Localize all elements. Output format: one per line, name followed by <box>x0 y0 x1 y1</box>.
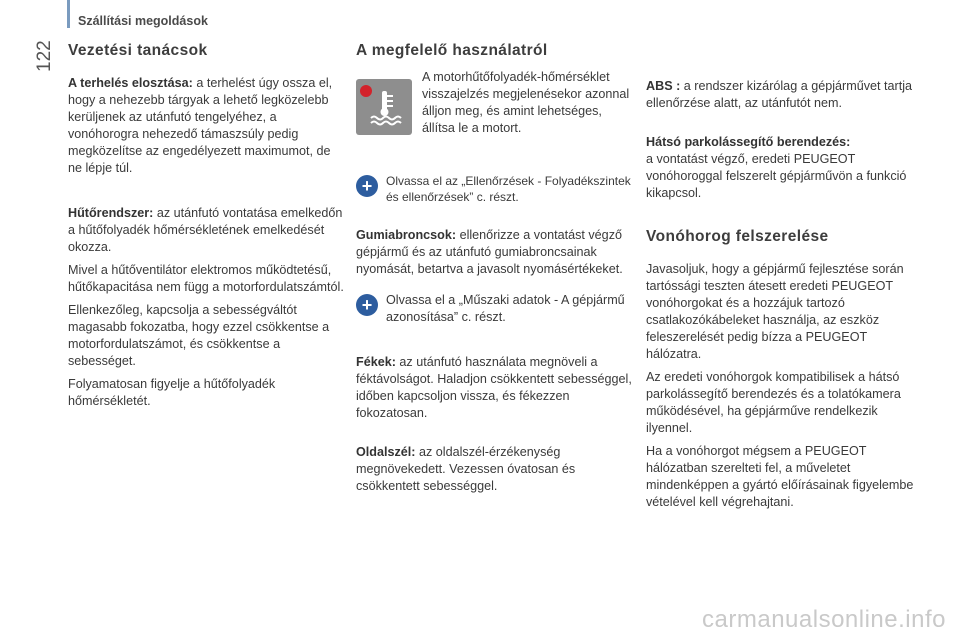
coolant-temperature-icon <box>356 79 412 135</box>
paragraph-towbar-2: Az eredeti vonóhorgok kompatibilisek a hátsó parkolássegítő berendezés és a tolatókamera működésével, ha gépjárműve rendelkezik ilyennel. <box>646 370 901 435</box>
plus-info-icon: + <box>356 294 378 316</box>
info-note-specs: + Olvassa el a „Műszaki adatok - A gépjármű azonosítása” c. részt. <box>356 292 636 326</box>
watermark: carmanualsonline.info <box>702 606 946 633</box>
paragraph-fan: Mivel a hűtőventilátor elektromos működtetésű, hűtőkapacitása nem függ a motorfordulatszámtól. <box>68 263 344 294</box>
paragraph-load-distribution: A terhelés elosztása: a terhelést úgy ossza el, hogy a nehezebb tárgyak a lehető legközelebb kerüljenek az utánfutó tengelyéhez, a vonóhorogra nehezedő támaszsúly pedig megközelítse az engedélyezett maximumot, de ne lépje túl. <box>68 76 333 175</box>
section-title: Szállítási megoldások <box>78 14 208 28</box>
plus-info-icon: + <box>356 175 378 197</box>
paragraph-parking-aid: Hátsó parkolássegítő berendezés: a vontatást végző, eredeti PEUGEOT vonóhoroggal felszerelt gépjárművön a funkció kikapcsol. <box>646 135 907 200</box>
paragraph-monitor: Folyamatosan figyelje a hűtőfolyadék hőmérsékletét. <box>68 377 276 408</box>
paragraph-towbar-3: Ha a vonóhorgot mégsem a PEUGEOT hálózatban szerelteti fel, a műveletet mindenképpen a gyártó előírásainak figyelembe vételével kell végrehajtani. <box>646 444 914 509</box>
heading-driving-tips: Vezetési tanácsok <box>68 42 208 59</box>
paragraph-abs: ABS : a rendszer kizárólag a gépjárművet tartja ellenőrzése alatt, az utánfutót nem. <box>646 79 912 110</box>
column-driving-tips <box>68 42 346 416</box>
paragraph-crosswind: Oldalszél: az oldalszél-érzékenység megnövekedett. Vezessen óvatosan és csökkentett sebességgel. <box>356 445 576 493</box>
paragraph-cooling-system: Hűtőrendszer: az utánfutó vontatása emelkedőn a hűtőfolyadék hőmérsékletének emelkedését okozza. <box>68 206 343 254</box>
paragraph-gear: Ellenkezőleg, kapcsolja a sebességváltót magasabb fokozatba, hogy ezzel csökkentse a motorfordulatszámot, és csökkentse a sebességet. <box>68 303 330 368</box>
paragraph-brakes: Fékek: az utánfutó használata megnöveli a féktávolságot. Haladjon csökkentett sebességgel, időben kapcsoljon vissza, és fékezzen fokozatosan. <box>356 355 632 420</box>
paragraph-tyres: Gumiabroncsok: ellenőrizze a vontatást végző gépjármű és az utánfutó gumiabroncsainak nyomását, betartva a javasolt nyomásértékeket. <box>356 228 623 276</box>
coolant-warning-block <box>356 70 636 137</box>
info-note-checks: + Olvassa el az „Ellenőrzések - Folyadékszintek és ellenőrzések” c. részt. <box>356 173 636 205</box>
thermometer-icon <box>368 89 402 127</box>
coolant-warning-text: A motorhűtőfolyadék-hőmérséklet visszajelzés megjelenésekor azonnal álljon meg, és amint lehetséges, állítsa le a motort. <box>422 70 630 135</box>
heading-proper-use: A megfelelő használatról <box>356 42 548 59</box>
section-accent-bar <box>67 0 70 28</box>
column-proper-use <box>356 42 636 501</box>
column-abs-towbar <box>646 78 918 517</box>
heading-towbar-fitting: Vonóhorog felszerelése <box>646 228 829 245</box>
page-number: 122 <box>34 40 55 72</box>
paragraph-towbar-1: Javasoljuk, hogy a gépjármű fejlesztése során tartóssági teszten átesett eredeti PEUGEOT vonóhorgokat és a hozzájuk tartozó csatlakozókábeleket használja, az eszköz feleszerelését pedig bízza a PEUGEOT hálózatra. <box>646 262 904 361</box>
